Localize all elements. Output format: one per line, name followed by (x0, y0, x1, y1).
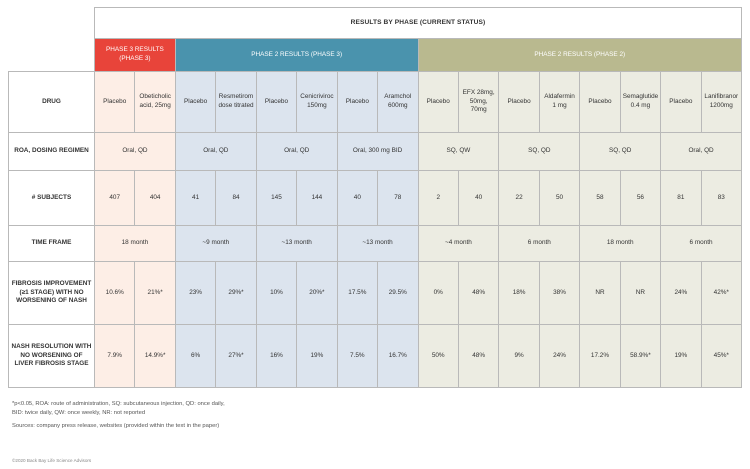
subjects-cell: 56 (620, 171, 660, 226)
nash-cell: 6% (175, 325, 215, 388)
fibrosis-cell: 18% (499, 262, 539, 325)
subjects-cell: 22 (499, 171, 539, 226)
drug-cell: Semaglutide 0.4 mg (620, 72, 660, 133)
fibrosis-cell: 24% (661, 262, 701, 325)
fibrosis-cell: 29%* (216, 262, 256, 325)
fibrosis-cell: 29.5% (378, 262, 418, 325)
footnote-sources: Sources: company press release, websites (provided within the text in the paper) (12, 423, 220, 430)
time-frame-cell: 6 month (499, 226, 580, 262)
subjects-cell: 78 (378, 171, 418, 226)
fibrosis-cell: 21%* (135, 262, 175, 325)
drug-cell: Placebo (256, 72, 296, 133)
fibrosis-cell: 10% (256, 262, 296, 325)
nash-cell: 17.2% (580, 325, 620, 388)
row-label-subjects: # SUBJECTS (9, 171, 95, 226)
row-label-roa: ROA, DOSING REGIMEN (9, 133, 95, 171)
footnote-abbreviations-2: BID: twice daily, QW: once weekly, NR: not reported (12, 409, 146, 416)
nash-cell: 16.7% (378, 325, 418, 388)
copyright: ©2020 Back Bay Life Science Advisors (12, 458, 92, 463)
time-frame-cell: 6 month (661, 226, 742, 262)
nash-cell: 45%* (701, 325, 741, 388)
nash-cell: 14.9%* (135, 325, 175, 388)
phase2-results-phase3-header: PHASE 2 RESULTS (PHASE 3) (175, 39, 418, 72)
roa-cell: SQ, QD (499, 133, 580, 171)
drug-cell: Cenicriviroc 150mg (297, 72, 337, 133)
time-frame-cell: 18 month (580, 226, 661, 262)
fibrosis-cell: 20%* (297, 262, 337, 325)
nash-cell: 24% (539, 325, 579, 388)
subjects-cell: 407 (95, 171, 135, 226)
phase2-results-phase2-header: PHASE 2 RESULTS (PHASE 2) (418, 39, 742, 72)
row-label-nash-resolution: NASH RESOLUTION WITH NO WORSENING OF LIVER FIBROSIS STAGE (9, 325, 95, 388)
roa-cell: Oral, QD (95, 133, 176, 171)
subjects-cell: 41 (175, 171, 215, 226)
nash-cell: 58.9%* (620, 325, 660, 388)
corner-blank (9, 8, 95, 39)
drug-cell: EFX 28mg, 50mg, 70mg (458, 72, 498, 133)
nash-cell: 19% (661, 325, 701, 388)
nash-cell: 7.9% (95, 325, 135, 388)
nash-cell: 7.5% (337, 325, 377, 388)
nash-cell: 9% (499, 325, 539, 388)
drug-cell: Aramchol 600mg (378, 72, 418, 133)
subjects-cell: 144 (297, 171, 337, 226)
row-label-drug: DRUG (9, 72, 95, 133)
roa-cell: Oral, QD (256, 133, 337, 171)
row-label-fibrosis: FIBROSIS IMPROVEMENT (≥1 STAGE) WITH NO WORSENING OF NASH (9, 262, 95, 325)
drug-cell: Resmetirom dose titrated (216, 72, 256, 133)
fibrosis-cell: 10.6% (95, 262, 135, 325)
drug-cell: Placebo (337, 72, 377, 133)
fibrosis-cell: NR (620, 262, 660, 325)
drug-cell: Placebo (175, 72, 215, 133)
time-frame-cell: ~13 month (256, 226, 337, 262)
phase3-results-header: PHASE 3 RESULTS (PHASE 3) (95, 39, 176, 72)
subjects-cell: 145 (256, 171, 296, 226)
subjects-cell: 404 (135, 171, 175, 226)
drug-cell: Placebo (95, 72, 135, 133)
fibrosis-cell: 23% (175, 262, 215, 325)
results-table (8, 7, 742, 388)
fibrosis-cell: 38% (539, 262, 579, 325)
subjects-cell: 58 (580, 171, 620, 226)
corner-blank (9, 39, 95, 72)
row-label-time-frame: TIME FRAME (9, 226, 95, 262)
subjects-cell: 40 (458, 171, 498, 226)
nash-cell: 16% (256, 325, 296, 388)
nash-cell: 27%* (216, 325, 256, 388)
drug-cell: Lanifibranor 1200mg (701, 72, 741, 133)
subjects-cell: 84 (216, 171, 256, 226)
fibrosis-cell: 0% (418, 262, 458, 325)
drug-cell: Aldafermin 1 mg (539, 72, 579, 133)
footnotes (12, 400, 225, 431)
roa-cell: SQ, QD (580, 133, 661, 171)
nash-cell: 50% (418, 325, 458, 388)
results-by-phase-header: RESULTS BY PHASE (CURRENT STATUS) (95, 8, 742, 39)
drug-cell: Placebo (499, 72, 539, 133)
subjects-cell: 83 (701, 171, 741, 226)
roa-cell: Oral, 300 mg BID (337, 133, 418, 171)
drug-cell: Placebo (580, 72, 620, 133)
drug-cell: Obeticholic acid, 25mg (135, 72, 175, 133)
time-frame-cell: ~13 month (337, 226, 418, 262)
subjects-cell: 40 (337, 171, 377, 226)
fibrosis-cell: 48% (458, 262, 498, 325)
drug-cell: Placebo (661, 72, 701, 133)
time-frame-cell: ~9 month (175, 226, 256, 262)
time-frame-cell: 18 month (95, 226, 176, 262)
roa-cell: Oral, QD (661, 133, 742, 171)
subjects-cell: 2 (418, 171, 458, 226)
drug-cell: Placebo (418, 72, 458, 133)
nash-cell: 48% (458, 325, 498, 388)
subjects-cell: 50 (539, 171, 579, 226)
roa-cell: Oral, QD (175, 133, 256, 171)
nash-cell: 19% (297, 325, 337, 388)
fibrosis-cell: 42%* (701, 262, 741, 325)
fibrosis-cell: 17.5% (337, 262, 377, 325)
fibrosis-cell: NR (580, 262, 620, 325)
roa-cell: SQ, QW (418, 133, 499, 171)
footnote-abbreviations-1: *p<0.05, ROA: route of administration, SQ: subcutaneous injection, QD: once daily, (12, 401, 225, 407)
time-frame-cell: ~4 month (418, 226, 499, 262)
subjects-cell: 81 (661, 171, 701, 226)
